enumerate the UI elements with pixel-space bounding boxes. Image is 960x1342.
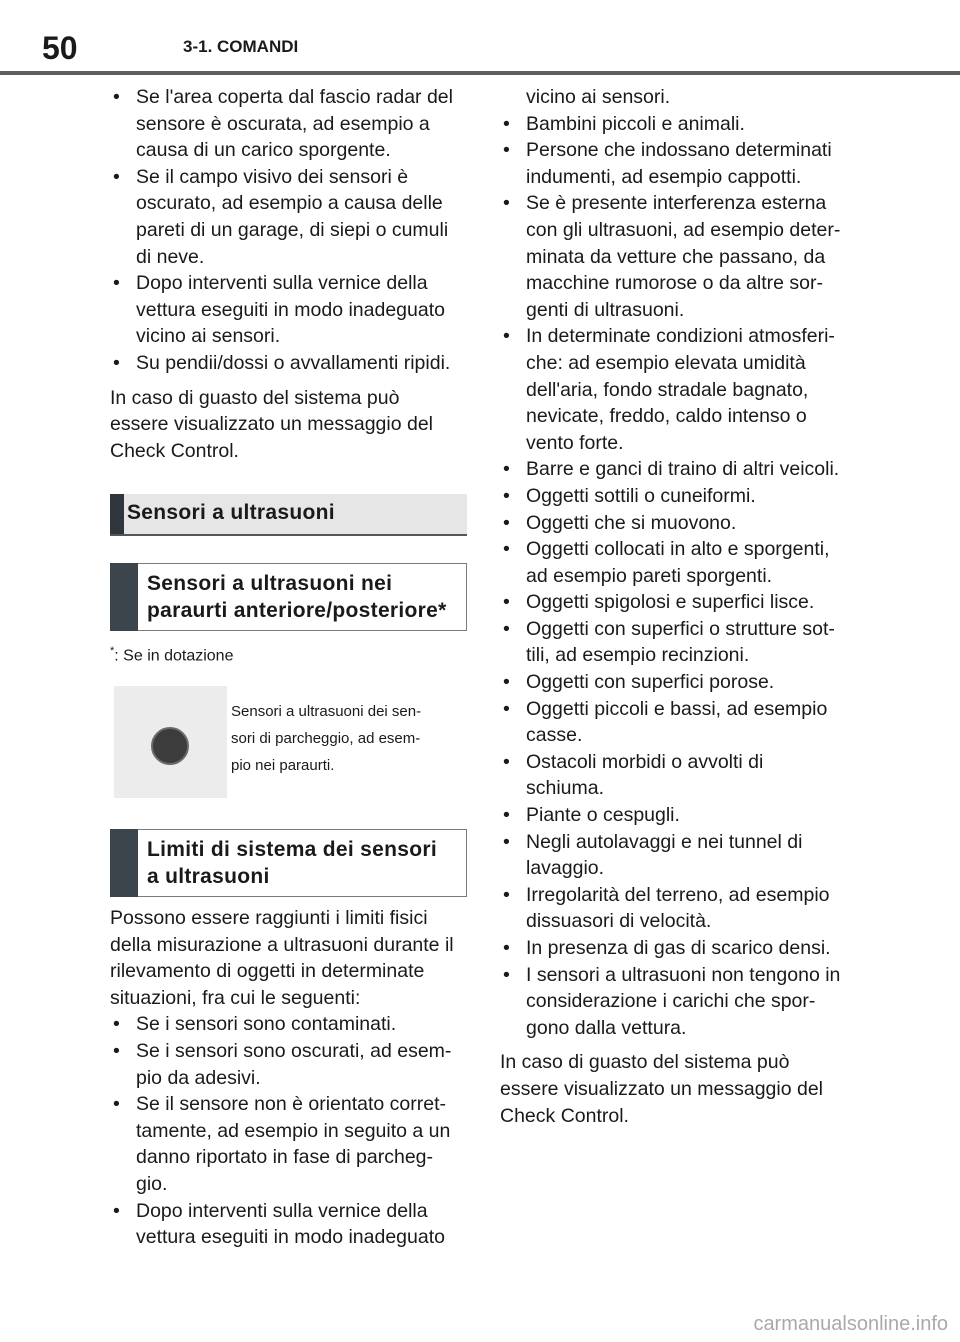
list-item [500,696,856,749]
footnote [110,640,233,667]
text-line: • Se i sensori sono oscurati, ad esem- [136,1039,452,1062]
text-line: causa di un carico sporgente. [136,139,391,162]
list-item [500,190,856,323]
text-line: • Oggetti collocati in alto e sporgenti, [526,538,830,561]
list-item [500,669,856,696]
list-item [500,935,856,962]
text-line: della misurazione a ultrasuoni durante il [110,933,454,956]
footnote-text: : Se in dotazione [114,647,234,665]
list-item [110,270,470,350]
text-line: vento forte. [526,431,624,454]
list-item [500,589,856,616]
list-item [500,962,856,1042]
text-line: • Oggetti che si muovono. [526,511,737,534]
text-line: pio da adesivi. [136,1066,261,1089]
left-column-top [110,84,470,464]
heading-marker [110,563,138,631]
text-line: • Dopo interventi sulla vernice della [136,1199,428,1222]
text-line: rilevamento di oggetti in determinate [110,960,425,983]
text-line: • Se i sensori sono contaminati. [136,1013,397,1036]
text-line: Possono essere raggiunti i limiti fisici [110,907,428,929]
text-line: In caso di guasto del sistema può [500,1051,790,1074]
image-caption: Sensori a ultrasuoni dei sen- sori di parcheggio, ad esem- pio nei paraurti. [231,703,422,774]
text-line: • Oggetti spigolosi e superfici lisce. [526,591,815,614]
heading-system-limits [110,829,467,897]
text-line: • Ostacoli morbidi o avvolti di [526,750,764,773]
text-line: • Se è presente interferenza esterna [526,192,827,215]
list-item [110,164,470,270]
text-line: • In presenza di gas di scarico densi. [526,937,831,959]
text-line: • Se il campo visivo dei sensori è [136,165,409,188]
list-item [500,483,856,510]
text-line: Check Control. [110,439,239,462]
sensor-image [114,686,227,798]
header-rule [0,71,960,75]
text-line: • Dopo interventi sulla vernice della [136,272,428,295]
heading-marker [110,829,138,897]
page-number: 50 [42,30,78,66]
text-line: • Barre e ganci di traino di altri veicoli. [526,458,840,481]
footnote-marker: * [110,645,115,657]
text-line: danno riportato in fase di parcheg- [136,1146,434,1169]
text-line: tili, ad esempio recinzioni. [526,644,750,667]
list-item [110,1038,470,1091]
text-line: nevicate, freddo, caldo intenso o [526,405,807,428]
text-line: con gli ultrasuoni, ad esempio deter- [526,218,841,241]
bullet-list [500,84,856,1041]
list-item [500,456,856,483]
list-item [110,1091,470,1197]
text-line: essere visualizzato un messaggio del [500,1077,824,1100]
text-line: • Oggetti con superfici o strutture sot- [526,617,835,640]
right-column [500,84,856,1129]
list-item [110,84,470,164]
heading-text: Sensori a ultrasuoni [127,501,335,524]
list-item [500,84,856,111]
list-item [500,749,856,802]
text-line: indumenti, ad esempio cappotti. [526,165,802,188]
paragraph [500,1049,856,1129]
watermark: carmanualsonline.info [753,1313,948,1335]
bullet-list [110,1011,470,1250]
text-line: dissuasori di velocità. [526,910,712,933]
list-item [110,1198,470,1251]
text-line: • Se l'area coperta dal fascio radar del [136,86,453,108]
text-line: minata da vetture che passano, da [526,245,826,268]
text-line: • Oggetti piccoli e bassi, ad esempio [526,697,828,720]
text-line: situazioni, fra cui le seguenti: [110,986,361,1009]
text-line: dell'aria, fondo stradale bagnato, [526,378,809,401]
page-header [0,0,960,78]
text-line: schiuma. [526,777,605,800]
text-line: • Bambini piccoli e animali. [526,112,745,135]
list-item [500,882,856,935]
list-item [500,802,856,829]
text-line: ad esempio pareti sporgenti. [526,564,773,587]
list-item [500,323,856,456]
heading-ultrasonic-sensors [110,494,467,536]
list-item [500,536,856,589]
text-line: gono dalla vettura. [526,1016,687,1039]
text-line: • Persone che indossano determinati [526,139,832,162]
text-line: casse. [526,724,583,747]
text-line: macchine rumorose o da altre sor- [526,272,823,295]
text-line: oscurato, ad esempio a causa delle [136,192,443,215]
text-line: • Piante o cespugli. [526,804,680,827]
paragraph [110,385,470,465]
text-line: considerazione i carichi che spor- [526,990,816,1013]
text-line: vettura eseguiti in modo inadeguato [136,1226,445,1249]
text-line: gio. [136,1172,168,1195]
heading-marker [110,494,124,534]
text-line: pareti di un garage, di siepi o cumuli [136,218,449,241]
paragraph [110,905,470,1011]
text-line: Check Control. [500,1104,629,1127]
text-line: che: ad esempio elevata umidità [526,351,806,374]
text-line: tamente, ad esempio in seguito a un [136,1119,451,1142]
heading-text: Limiti di sistema dei sensori a ultrasuoni [147,838,437,888]
text-line: • Oggetti sottili o cuneiformi. [526,484,756,507]
list-item [110,1011,470,1038]
text-line: • Su pendii/dossi o avvallamenti ripidi. [136,351,451,374]
list-item [500,137,856,190]
left-column-bottom [110,905,470,1251]
text-line: lavaggio. [526,857,605,880]
list-item [500,616,856,669]
list-item [500,111,856,138]
text-line: vettura eseguiti in modo inadeguato [136,298,445,321]
heading-bumper-sensors [110,563,467,631]
list-item [500,829,856,882]
text-line: In caso di guasto del sistema può [110,386,400,409]
text-line: • I sensori a ultrasuoni non tengono in [526,963,841,986]
section-title: 3-1. COMANDI [183,37,299,56]
text-line: vicino ai sensori. [136,325,281,348]
text-line: essere visualizzato un messaggio del [110,413,434,436]
text-line: • Irregolarità del terreno, ad esempio [526,883,830,906]
text-line: genti di ultrasuoni. [526,298,685,321]
list-item [500,510,856,537]
text-line: • In determinate condizioni atmosferi- [526,325,835,348]
heading-text: Sensori a ultrasuoni nei paraurti anteriore/posteriore* [147,572,447,622]
list-item [110,350,470,377]
bullet-list [110,84,470,377]
ultrasonic-sensor-icon [151,727,189,765]
text-line: • Oggetti con superfici porose. [526,671,775,694]
text-line: • Negli autolavaggi e nei tunnel di [526,830,803,853]
text-line: vicino ai sensori. [526,86,671,108]
text-line: di neve. [136,245,205,268]
text-line: sensore è oscurata, ad esempio a [136,112,430,135]
text-line: • Se il sensore non è orientato corret- [136,1093,447,1116]
